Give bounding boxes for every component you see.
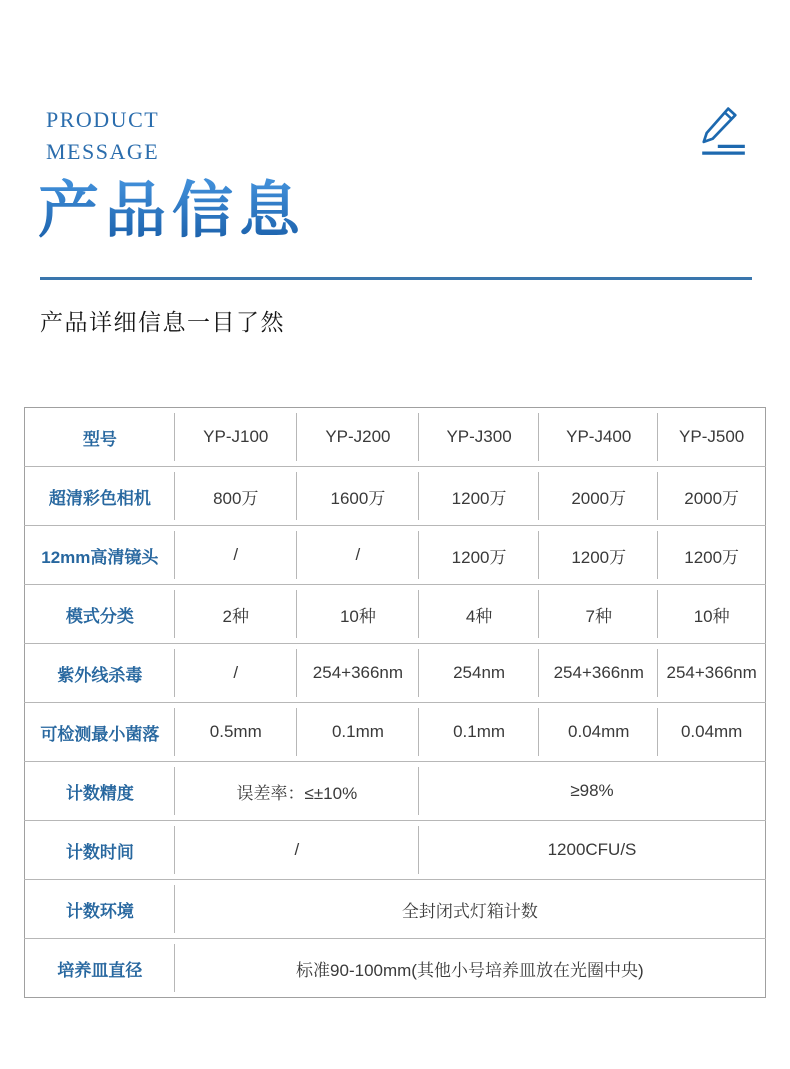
spec-cell: ≥98% <box>419 762 766 821</box>
spec-cell: 1200万 <box>419 526 539 585</box>
spec-cell: 2000万 <box>539 467 658 526</box>
spec-table <box>24 407 766 998</box>
title-divider <box>40 277 752 280</box>
spec-cell: / <box>175 526 297 585</box>
row-label: 紫外线杀毒 <box>25 644 175 703</box>
row-label: 计数精度 <box>25 762 175 821</box>
eyebrow-text <box>46 104 159 168</box>
row-label: 计数环境 <box>25 880 175 939</box>
spec-cell: YP-J200 <box>297 408 419 467</box>
table-row-uv <box>25 644 766 703</box>
spec-cell: 2种 <box>175 585 297 644</box>
spec-cell: / <box>175 821 419 880</box>
spec-cell: / <box>297 526 419 585</box>
spec-cell: 1200CFU/S <box>419 821 766 880</box>
row-label: 模式分类 <box>25 585 175 644</box>
spec-cell: 4种 <box>419 585 539 644</box>
spec-cell: 标准90-100mm(其他小号培养皿放在光圈中央) <box>175 939 766 998</box>
spec-cell: 254+366nm <box>297 644 419 703</box>
spec-cell: 254nm <box>419 644 539 703</box>
table-row-min-colony <box>25 703 766 762</box>
spec-cell: 1200万 <box>658 526 765 585</box>
spec-cell: YP-J300 <box>419 408 539 467</box>
spec-cell: 254+366nm <box>658 644 765 703</box>
table-row-modes <box>25 585 766 644</box>
row-label: 12mm高清镜头 <box>25 526 175 585</box>
page-title: 产品信息 <box>38 176 307 244</box>
spec-cell: YP-J100 <box>175 408 297 467</box>
table-row-accuracy <box>25 762 766 821</box>
spec-cell: 0.04mm <box>539 703 658 762</box>
table-row-count-time <box>25 821 766 880</box>
table-row-camera <box>25 467 766 526</box>
spec-cell: 800万 <box>175 467 297 526</box>
table-row-environment <box>25 880 766 939</box>
pencil-icon <box>699 106 747 158</box>
row-label: 超清彩色相机 <box>25 467 175 526</box>
row-label: 可检测最小菌落 <box>25 703 175 762</box>
row-label: 计数时间 <box>25 821 175 880</box>
spec-cell: 0.5mm <box>175 703 297 762</box>
page-subtitle: 产品详细信息一目了然 <box>40 310 285 335</box>
spec-cell: 0.04mm <box>658 703 765 762</box>
row-label: 培养皿直径 <box>25 939 175 998</box>
spec-cell: 1200万 <box>539 526 658 585</box>
spec-cell: YP-J500 <box>679 427 745 446</box>
spec-cell: 1600万 <box>297 467 419 526</box>
spec-cell: 10种 <box>658 585 765 644</box>
spec-cell: YP-J400 <box>539 408 658 467</box>
spec-cell: 254+366nm <box>539 644 658 703</box>
table-row-lens <box>25 526 766 585</box>
spec-cell: 10种 <box>297 585 419 644</box>
eyebrow-line1: PRODUCT <box>46 107 160 132</box>
table-row-model <box>25 408 766 467</box>
spec-cell: 全封闭式灯箱计数 <box>175 880 766 939</box>
row-label: 型号 <box>25 408 175 467</box>
spec-cell: 0.1mm <box>419 703 539 762</box>
spec-cell: 误差率：≤±10% <box>175 762 419 821</box>
spec-cell: 0.1mm <box>297 703 419 762</box>
table-row-dish-diameter <box>25 939 766 998</box>
spec-cell: 1200万 <box>419 467 539 526</box>
spec-cell: 7种 <box>539 585 658 644</box>
spec-cell: 2000万 <box>658 467 765 526</box>
eyebrow-line2: MESSAGE <box>46 139 160 164</box>
spec-cell: / <box>175 644 297 703</box>
